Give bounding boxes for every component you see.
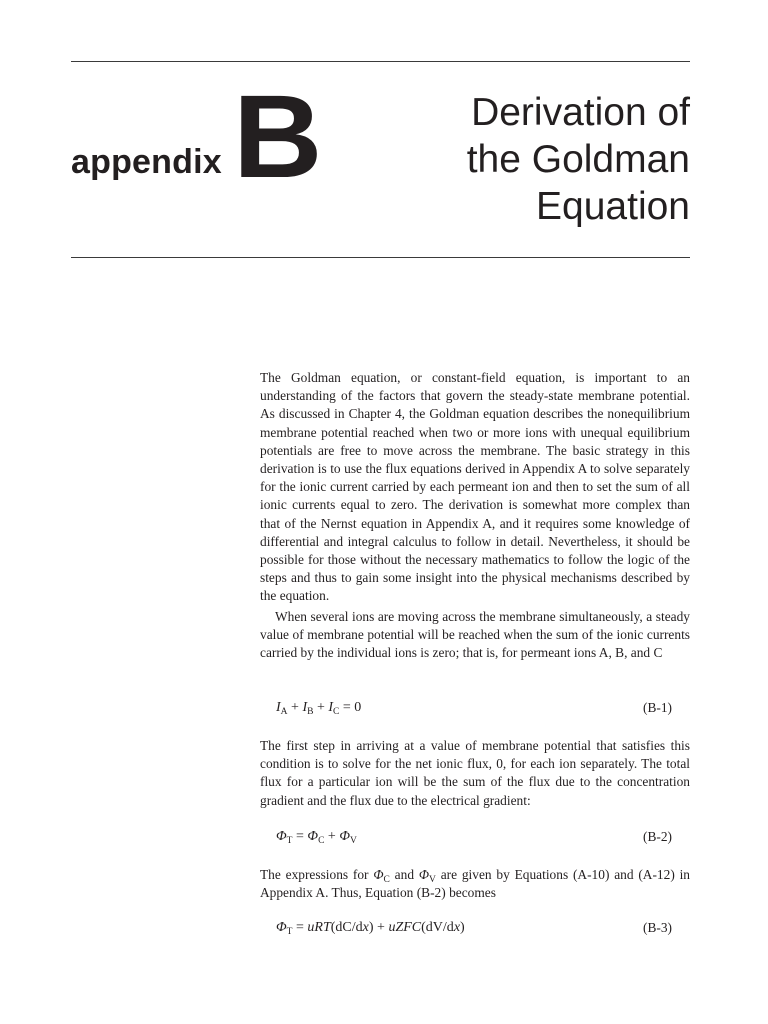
equation-b3-expression: $\Phi_T = uRT(dC/dx)$ + uZFC(dV/dx) [276, 920, 465, 937]
appendix-label: appendix [71, 143, 222, 181]
equation-b3 [276, 920, 672, 940]
appendix-letter: B [233, 71, 323, 203]
paragraph-expressions [260, 866, 690, 902]
paragraph-steady-state [260, 608, 690, 663]
paragraph-steady-state-text: When several ions are moving across the membrane simultaneously, a steady value of membrane potential will be reached when the sum of the ionic currents carried by the individual ions is zero; that is, for permeant ions A, B, and C [260, 609, 690, 661]
title-line-1: Derivation of [471, 91, 690, 134]
equation-b1 [276, 700, 672, 720]
paragraph-expressions-text: The expressions for $\Phi_C$ and $\Phi_V$ are given by Equations (A-10) and (A-12) in Appendix A. Thus, Equation (B-2) becomes [260, 867, 691, 901]
equation-b3-number: (B-3) [642, 920, 672, 935]
paragraph-net-flux [260, 737, 690, 810]
equation-b2 [276, 829, 672, 849]
top-rule [71, 61, 690, 62]
equation-b2-number: (B-2) [642, 829, 672, 844]
paragraph-intro [260, 369, 690, 606]
paragraph-intro-text: The Goldman equation, or constant-field equation, is important to an understanding of the factors that govern the steady-state membrane potential. As discussed in Chapter 4, the Goldman equation describes the nonequilibrium membrane potential reached when two or more ions with unequal equilibrium potentials are free to move across the membrane. The basic strategy in this derivation is to use the flux equations derived in Appendix A to solve separately for the ionic current carried by each permeant ion and then to set the sum of all ionic currents equal to zero. The derivation is somewhat more complex than that of the Nernst equation in Appendix A, and it requires some knowledge of differential and integral calculus to follow in detail. Nevertheless, it should be possible for those without the necessary mathematics to follow the logic of the steps and thus to gain some insight into the physical mechanisms described by the equation. [260, 370, 690, 604]
title-line-3: Equation [536, 185, 690, 228]
bottom-rule [71, 257, 690, 258]
title-line-2: the Goldman [466, 138, 690, 181]
equation-b2-expression: $\Phi_T = \Phi_C + \Phi_V$ [276, 829, 357, 846]
equation-b1-expression: $I_A + I_B + I_C = 0$ [276, 700, 362, 717]
paragraph-net-flux-text: The first step in arriving at a value of membrane potential that satisfies this condition is to solve for the net ionic flux, 0, for each ion separately. The total flux for a particular ion will be the sum of the flux due to the concentration gradient and the flux due to the electrical gradient: [260, 738, 690, 808]
equation-b1-number: (B-1) [642, 700, 672, 715]
chapter-title [467, 89, 690, 230]
